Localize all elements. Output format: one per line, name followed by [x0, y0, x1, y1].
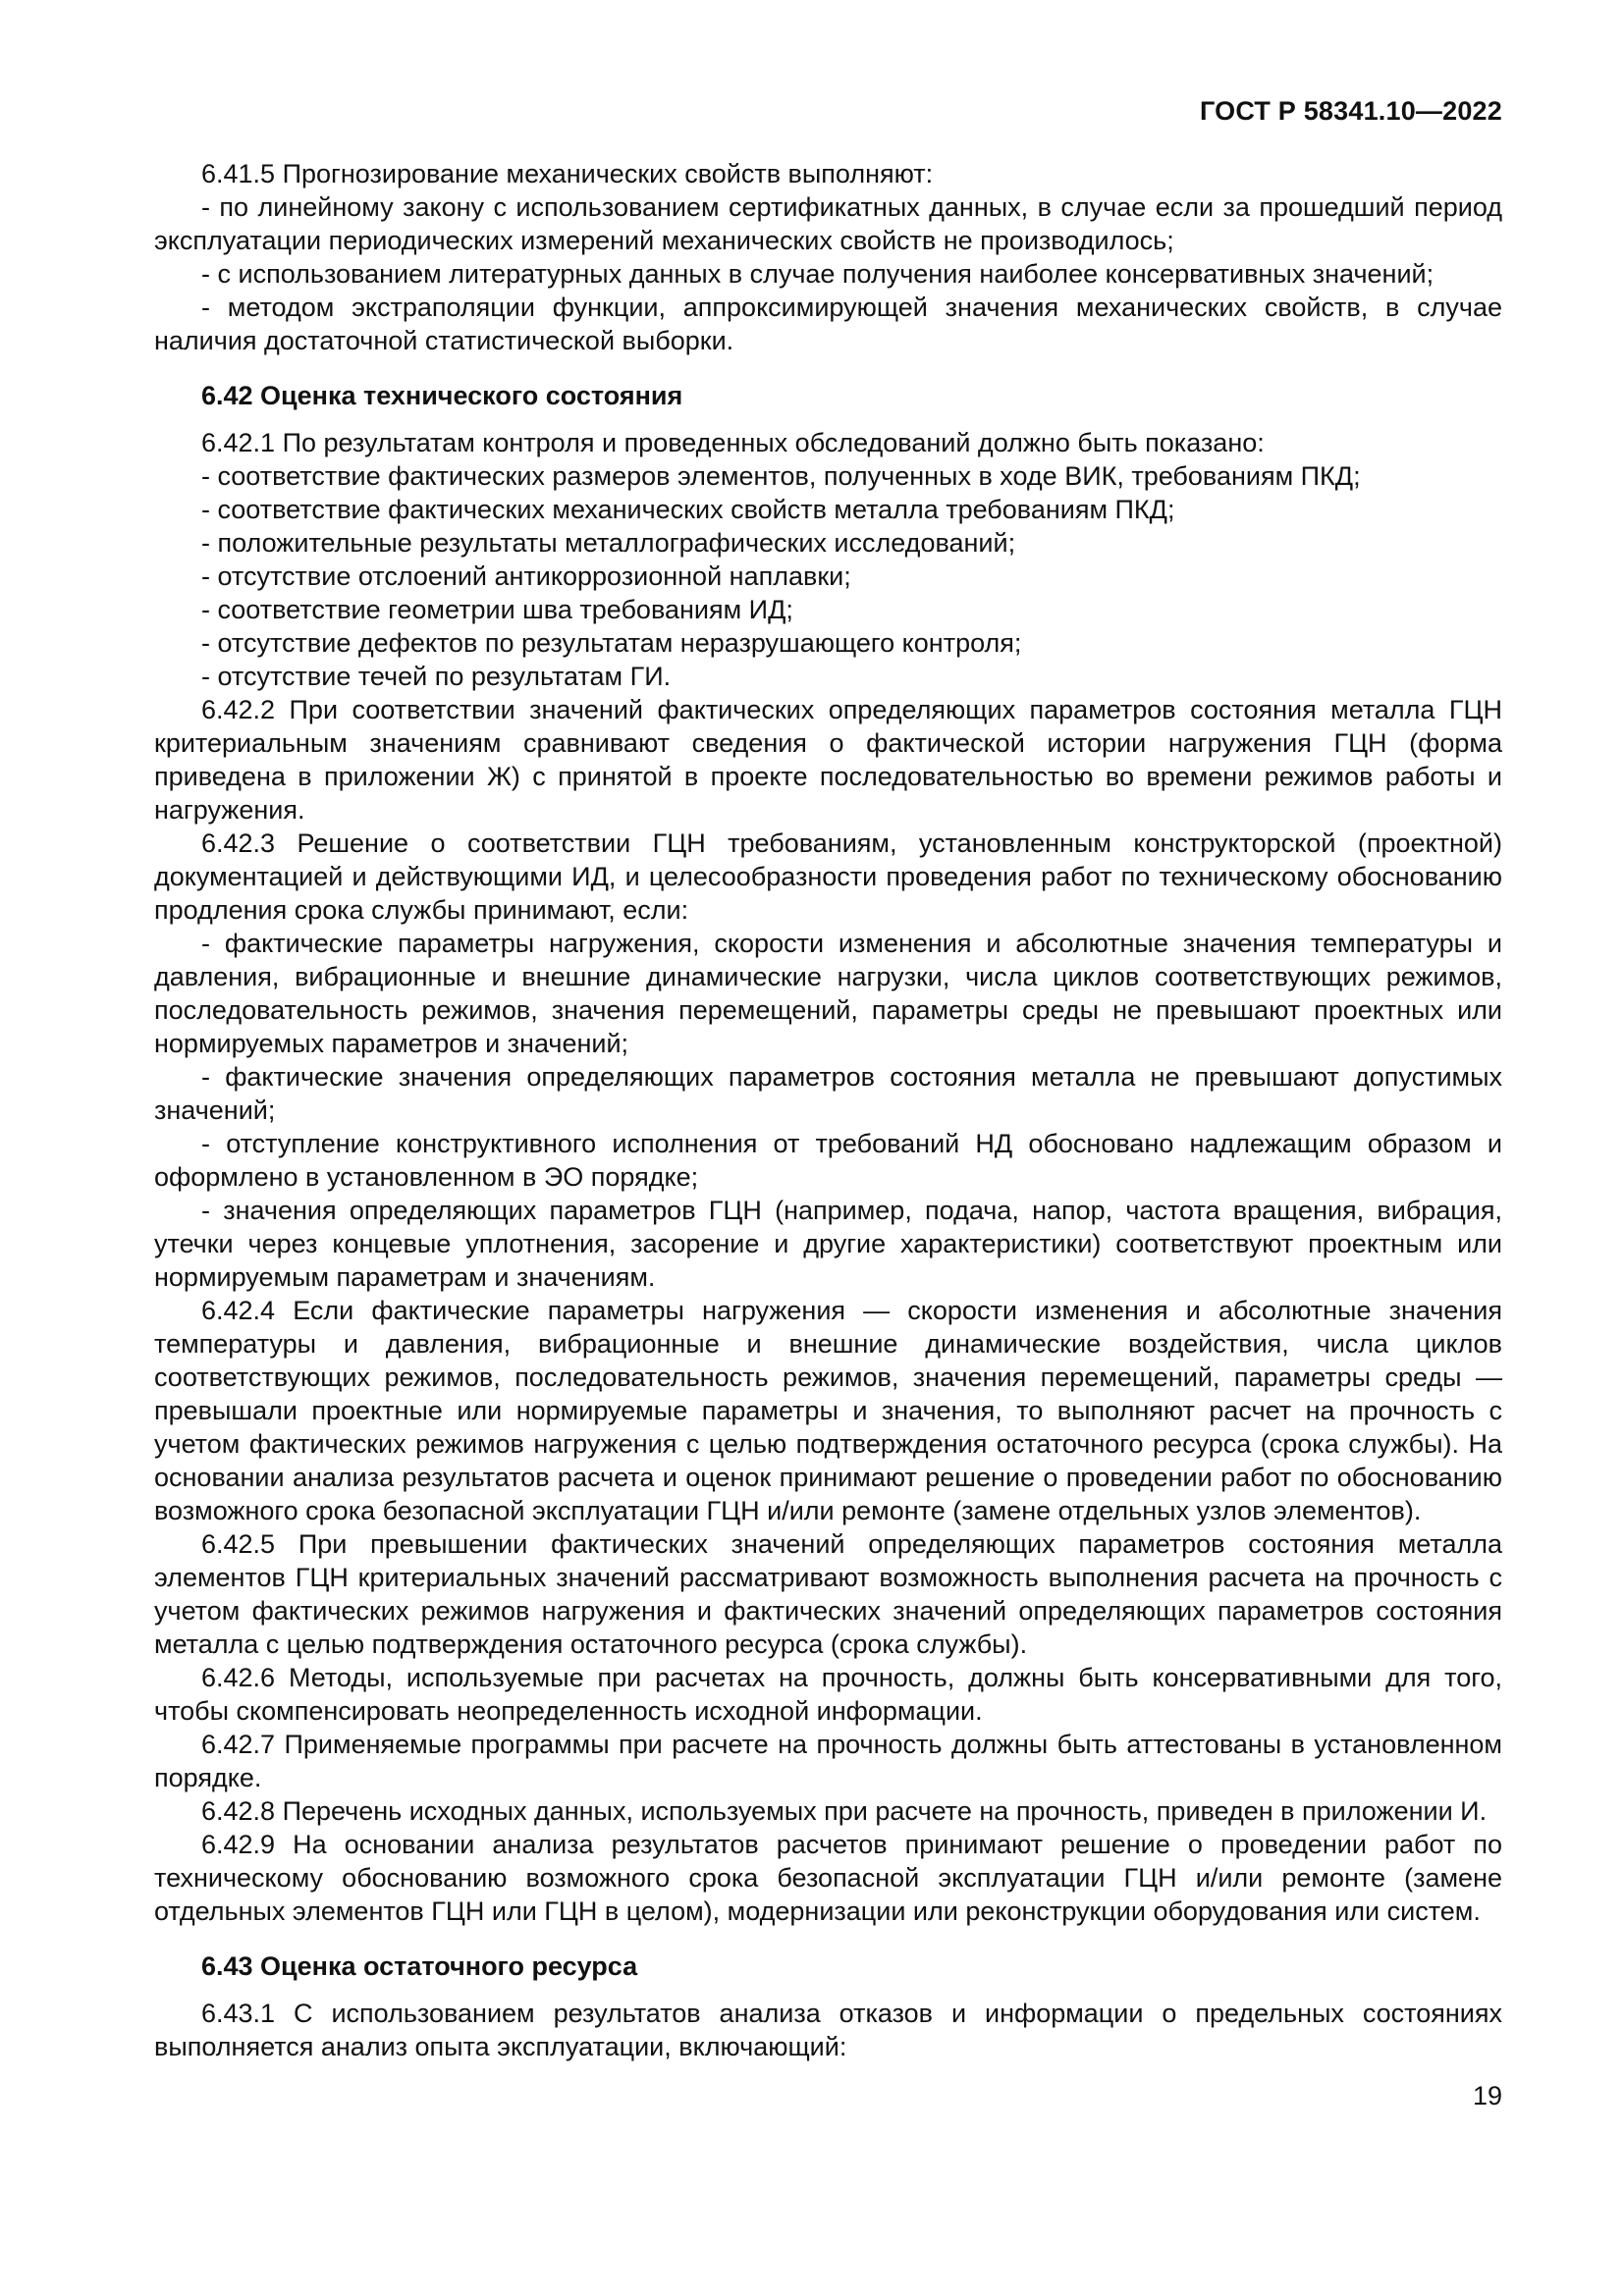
paragraph: - фактические значения определяющих параметров состояния металла не превышают допустимых значений; [154, 1062, 1502, 1125]
paragraph: 6.43.1 С использованием результатов анализа отказов и информации о предельных состояниях выполняется анализ опыта эксплуатации, включающий: [154, 1999, 1502, 2061]
paragraph: 6.41.5 Прогнозирование механических свойств выполняют: [201, 159, 934, 188]
paragraph: - отсутствие дефектов по результатам неразрушающего контроля; [201, 628, 1022, 658]
paragraph: 6.42.6 Методы, используемые при расчетах на прочность, должны быть консервативными для того, чтобы скомпенсировать неопределенность исходной информации. [154, 1663, 1502, 1726]
paragraph: - по линейному закону с использованием сертификатных данных, в случае если за прошедший период эксплуатации периодических измерений механических свойств не производилось; [154, 192, 1502, 255]
paragraph: - отсутствие отслоений антикоррозионной наплавки; [201, 561, 851, 591]
paragraph: 6.42.5 При превышении фактических значений определяющих параметров состояния металла элементов ГЦН критериальных значений рассматривают возможность выполнения расчета на прочность с учетом фактических режимов нагружения и фактических значений определяющих параметров состояния металла с целью подтверждения остаточного ресурса (срока службы). [154, 1529, 1502, 1659]
paragraph: - соответствие фактических размеров элементов, полученных в ходе ВИК, требованиям ПКД; [201, 461, 1361, 491]
paragraph: 6.42.3 Решение о соответствии ГЦН требованиям, установленным конструкторской (проектной) документацией и действующими ИД, и целесообразности проведения работ по техническому обоснованию продления срока службы принимают, если: [154, 828, 1502, 925]
paragraph: - значения определяющих параметров ГЦН (например, подача, напор, частота вращения, вибрация, утечки через концевые уплотнения, засорение и другие характеристики) соответствуют проектным или нормируемым параметрам и значениям. [154, 1196, 1502, 1292]
paragraph: - соответствие геометрии шва требованиям ИД; [201, 595, 793, 624]
paragraph: 6.42.8 Перечень исходных данных, используемых при расчете на прочность, приведен в приложении И. [201, 1796, 1488, 1826]
paragraph: - с использованием литературных данных в случае получения наиболее консервативных значений; [201, 259, 1435, 289]
section-heading: 6.42 Оценка технического состояния [201, 381, 683, 410]
paragraph: 6.42.2 При соответствии значений фактических определяющих параметров состояния металла ГЦН критериальным значениям сравнивают сведения о фактической истории нагружения ГЦН (форма приведена в приложении Ж) с принятой в проекте последовательностью во времени режимов работы и нагружения. [154, 695, 1502, 825]
paragraph: - методом экстраполяции функции, аппроксимирующей значения механических свойств, в случае наличия достаточной статистической выборки. [154, 293, 1502, 355]
paragraph: 6.42.1 По результатам контроля и проведенных обследований должно быть показано: [201, 428, 1265, 457]
paragraph: - фактические параметры нагружения, скорости изменения и абсолютные значения температуры и давления, вибрационные и внешние динамические нагрузки, числа циклов соответствующих режимов, последовательность режимов, значения перемещений, параметры среды не превышают проектных или нормируемых параметров и значений; [154, 929, 1502, 1058]
paragraph: 6.42.4 Если фактические параметры нагружения — скорости изменения и абсолютные значения температуры и давления, вибрационные и внешние динамические воздействия, числа циклов соответствующих режимов, последовательность режимов, значения перемещений, параметры среды — превышали проектные или нормируемые параметры и значения, то выполняют расчет на прочность с учетом фактических режимов нагружения с целью подтверждения остаточного ресурса (срока службы). На основании анализа результатов расчета и оценок принимают решение о проведении работ по обоснованию возможного срока безопасной эксплуатации ГЦН и/или ремонте (замене отдельных узлов элементов). [154, 1296, 1502, 1525]
page-number: 19 [1472, 2081, 1502, 2110]
paragraph: 6.42.7 Применяемые программы при расчете на прочность должны быть аттестованы в установленном порядке. [154, 1730, 1502, 1792]
paragraph: - соответствие фактических механических свойств металла требованиям ПКД; [201, 495, 1175, 524]
paragraph: - отступление конструктивного исполнения от требований НД обосновано надлежащим образом и оформлено в установленном в ЭО порядке; [154, 1129, 1502, 1192]
section-heading: 6.43 Оценка остаточного ресурса [201, 1951, 638, 1981]
document-number-header: ГОСТ Р 58341.10—2022 [1200, 96, 1502, 126]
document-body [154, 157, 1502, 2063]
paragraph: 6.42.9 На основании анализа результатов расчетов принимают решение о проведении работ по техническому обоснованию возможного срока безопасной эксплуатации ГЦН и/или ремонте (замене отдельных элементов ГЦН или ГЦН в целом), модернизации или реконструкции оборудования или систем. [154, 1830, 1502, 1926]
paragraph: - положительные результаты металлографических исследований; [201, 528, 1016, 558]
paragraph: - отсутствие течей по результатам ГИ. [201, 662, 672, 691]
